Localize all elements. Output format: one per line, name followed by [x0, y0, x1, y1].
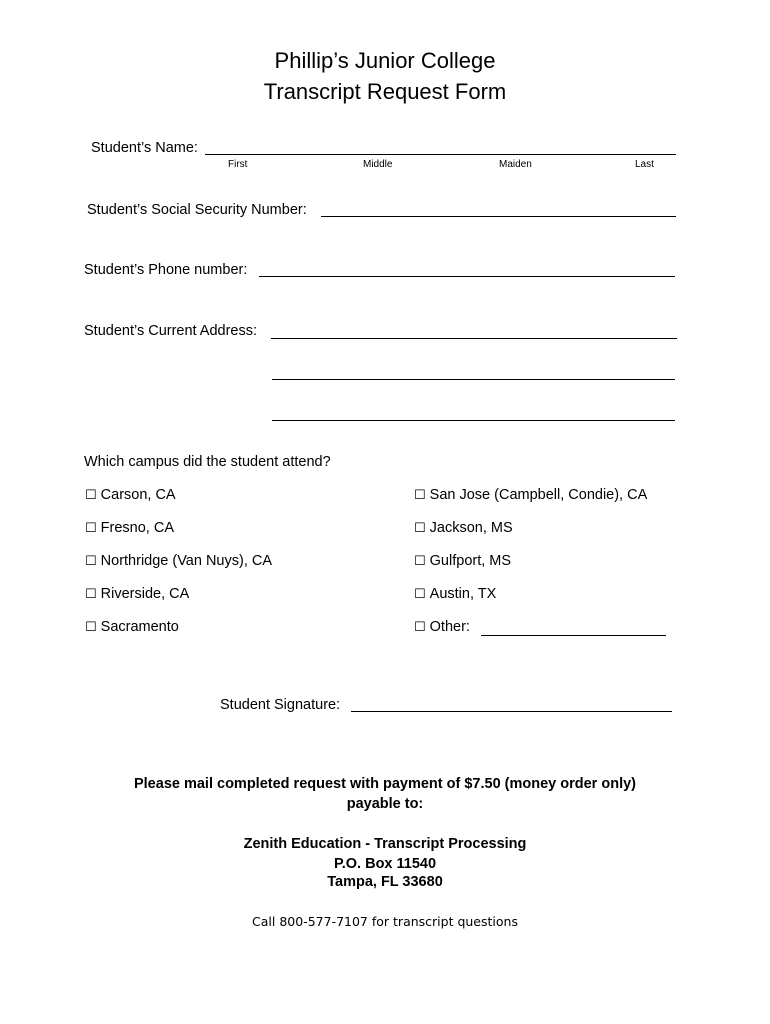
checkbox-icon[interactable]: ☐: [414, 521, 426, 536]
campus-option-label: Sacramento: [100, 619, 179, 635]
mailing-address-line2: P.O. Box 11540: [333, 856, 437, 872]
address-label: Student’s Current Address:: [84, 323, 258, 339]
checkbox-icon[interactable]: ☐: [85, 554, 97, 569]
checkbox-icon[interactable]: ☐: [85, 620, 97, 635]
address-field-line2[interactable]: [272, 379, 675, 380]
campus-option-gulfport[interactable]: [414, 553, 511, 569]
campus-option-label: Jackson, MS: [429, 520, 513, 536]
checkbox-icon[interactable]: ☐: [85, 521, 97, 536]
checkbox-icon[interactable]: ☐: [414, 620, 426, 635]
phone-field[interactable]: [259, 276, 675, 277]
campus-option-sacramento[interactable]: [85, 619, 179, 635]
mailing-address-line3: Tampa, FL 33680: [327, 874, 443, 890]
checkbox-icon[interactable]: ☐: [414, 587, 426, 602]
address-field-line1[interactable]: [271, 338, 677, 339]
checkbox-icon[interactable]: ☐: [85, 488, 97, 503]
campus-option-label: Riverside, CA: [100, 586, 190, 602]
contact-footer: Call 800-577-7107 for transcript questions: [252, 914, 518, 929]
campus-option-label: Northridge (Van Nuys), CA: [100, 553, 273, 569]
campus-option-label: Other:: [429, 619, 470, 635]
mailing-address-line1: Zenith Education - Transcript Processing: [243, 836, 527, 852]
signature-label: Student Signature:: [220, 697, 341, 713]
form-title-line1: Phillip’s Junior College: [274, 48, 496, 73]
campus-option-label: Fresno, CA: [100, 520, 174, 536]
ssn-label: Student’s Social Security Number:: [87, 202, 307, 218]
name-part-first: First: [228, 159, 248, 170]
campus-question: Which campus did the student attend?: [84, 454, 331, 470]
checkbox-icon[interactable]: ☐: [85, 587, 97, 602]
campus-option-label: Gulfport, MS: [429, 553, 512, 569]
address-field-line3[interactable]: [272, 420, 675, 421]
campus-option-carson[interactable]: [85, 487, 176, 503]
checkbox-icon[interactable]: ☐: [414, 488, 426, 503]
other-campus-field[interactable]: [481, 635, 666, 636]
campus-option-label: Carson, CA: [100, 487, 176, 503]
campus-option-other[interactable]: [414, 619, 470, 635]
mailing-instruction-line2: payable to:: [346, 796, 424, 812]
campus-option-label: San Jose (Campbell, Condie), CA: [429, 487, 648, 503]
name-part-maiden: Maiden: [499, 159, 532, 170]
signature-field[interactable]: [351, 711, 672, 712]
name-label: Student’s Name:: [91, 140, 198, 156]
campus-option-jackson[interactable]: [414, 520, 513, 536]
form-title-line2: Transcript Request Form: [263, 79, 507, 104]
campus-option-label: Austin, TX: [429, 586, 497, 602]
campus-option-riverside[interactable]: [85, 586, 189, 602]
campus-option-austin[interactable]: [414, 586, 496, 602]
ssn-field[interactable]: [321, 216, 676, 217]
campus-option-fresno[interactable]: [85, 520, 174, 536]
checkbox-icon[interactable]: ☐: [414, 554, 426, 569]
phone-label: Student’s Phone number:: [84, 262, 248, 278]
campus-option-san-jose[interactable]: [414, 487, 647, 503]
name-part-middle: Middle: [363, 159, 393, 170]
name-field[interactable]: [205, 154, 676, 155]
mailing-instruction-line1: Please mail completed request with payment of $7.50 (money order only): [133, 776, 636, 792]
campus-option-northridge[interactable]: [85, 553, 272, 569]
name-part-last: Last: [635, 159, 654, 170]
